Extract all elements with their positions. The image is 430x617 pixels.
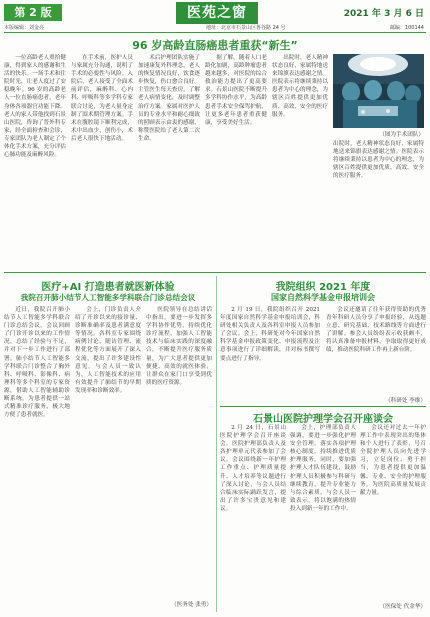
article3-subtitle: 国家自然科学基金申报培训会 — [271, 293, 375, 302]
article1-photo-caption: （图为手术团队） — [379, 132, 424, 138]
article1-col4 — [205, 54, 267, 270]
article3-title: 我院组织 2021 年度 — [275, 282, 371, 293]
article4-col1-text: 2 月 24 日，石景山医院护理学会召开座谈会，医院护理部负责人及各护理单元代表参加了会议。会议围绕新一年护理工作重点、护理质量提升、人才培养等议题进行了深入讨论，与会人员结合临床实际踊跃发言，提出了许多宝贵意见和建议。 — [220, 425, 286, 512]
article2-col3 — [146, 306, 212, 596]
article4-col3-text: 会议还对过去一年护理工作中表现突出的集体和个人进行了表彰，号召全院护理人员向先进学习，立足岗位、勇于担当，为患者提供更加温馨、专业、安全的护理服务，为医院高质量发展贡献力量。 — [360, 425, 426, 496]
article4-col2 — [290, 424, 356, 610]
article4-col2-text: 会上，护理部负责人强调，要进一步强化护理安全管理，落实各项护理核心制度，持续推进优质护理服务。同时，要加强护理人才队伍建设，鼓励护理人员积极参与科研与继续教育，提升专业能力与综合素质。与会人员一致表示，将以饱满的热情投入到新一年的工作中。 — [290, 425, 356, 512]
article1-col6 — [333, 140, 424, 268]
article1-col6-text: 出院时，老人精神状态良好，家属特地送来锦旗表达感谢之情。医院表示将继续秉持以患者为中心的理念，为辖区百姓提供更加优质、高效、安全的医疗服务。 — [333, 141, 424, 180]
article1-col1 — [4, 54, 66, 270]
surgery-photo — [333, 54, 424, 128]
article4-col3 — [360, 424, 426, 600]
editor-line: 本版编辑：刘金亮 — [4, 25, 45, 31]
article2-credit: （医务处 张勇） — [171, 602, 212, 608]
article1-col5 — [272, 54, 328, 270]
section-badge: 第 2 版 — [4, 4, 62, 21]
header-rule — [4, 32, 426, 33]
address-line: 地址：北京市石景山区鲁谷路 24 号 — [206, 25, 286, 31]
article2-col2 — [75, 306, 141, 606]
article1-col2 — [71, 54, 133, 270]
article2-subtitle: 我院召开肺小结节人工智能多学科联合门诊总结会议 — [20, 293, 196, 302]
article4-title: 石景山医院护理学会召开座谈会 — [253, 414, 393, 425]
article3-credit: （科研处 李维） — [385, 398, 426, 404]
section-rule-1 — [4, 272, 426, 273]
article2-col1 — [4, 306, 70, 606]
column-divider — [216, 276, 217, 612]
article1-col5-text: 出院时，老人精神状态良好，家属特地送来锦旗表达感谢之情。医院表示将继续秉持以患者为中心的理念，为辖区百姓提供更加优质、高效、安全的医疗服务。 — [272, 55, 328, 118]
article1-title: 96 岁高龄直肠癌患者重获“新生” — [132, 39, 298, 52]
article3-col2 — [326, 306, 426, 392]
article3-col2-text: 会议还邀请了往年获得资助的优秀青年科研人员分享了申报经验，从选题立意、研究基础、技术路线等方面进行了讲解。参会人员纷纷表示收获颇丰，将认真准备申报材料，争取取得更好成绩，推动医院科研工作再上新台阶。 — [326, 307, 426, 354]
article1-col3 — [138, 54, 200, 270]
surgery-photo-image — [333, 54, 424, 128]
article1-col1-text: 一位高龄老人重拾健康，得到家人的感谢和生活的快乐。一场手术和住院时光，让老人度过了安稳晚年。96 岁的高龄老人一位直肠癌患者，老年身体各项器官功能下降。老人的家人带他找到石景山医院，咨询了普外科专家，经全面检查和会诊，专家团队为老人制定了个体化手术方案，充分评估心肺功能及麻醉风险。 — [4, 55, 66, 159]
article1-col2-text: 在手术前，医护人员与家属充分沟通，说明了手术的必要性与风险。入院后，老人接受了全面术前评估，麻醉科、心内科、呼吸科等多学科专家联合讨论，为老人量身定制了围术期管理方案。手术在腹腔镜下顺利完成，术中出血少，创伤小，术后老人很快下地活动。 — [71, 55, 133, 142]
zipcode-line: 邮编：100144 — [389, 25, 424, 31]
article3-col1 — [220, 306, 320, 402]
issue-date: 2021 年 3 月 6 日 — [343, 9, 424, 19]
article2-col3-text: 医院领导在总结讲话中指出，要进一步发挥多学科协作优势，持续优化诊疗流程，加强人工智能技术与临床实践的深度融合，不断提升医疗服务质量，为广大患者提供更加便捷、高效的就医体验，让群众在家门口享受到优质的医疗资源。 — [146, 307, 212, 386]
article1-col3-text: 术后护理团队实施了加速康复外科理念，老人的恢复情况良好，饮食逐步恢复，伤口愈合良好。主管医生每天查房，了解老人病情变化，及时调整治疗方案。家属对医护人员的专业水平和耐心细致的照顾表示由衷的感谢，称赞医院给了老人第二次生命。 — [138, 55, 200, 142]
article4-credit: （医保处 代金华） — [379, 604, 426, 610]
article4-col1 — [220, 424, 286, 610]
article2-col1-text: 近日，我院召开肺小结节人工智能多学科联合门诊总结会议。会议回顾了门诊开诊以来的工作情况，总结了经验与不足，并对下一步工作进行了部署。肺小结节人工智能多学科联合门诊整合了胸外科、呼吸科、影像科、病理科等多个科室的专家资源，借助人工智能辅助诊断系统，为患者提供一站式精准诊疗服务，极大地方便了患者就医。 — [4, 307, 70, 419]
article2-title: 医疗+AI 打造患者就医新体验 — [41, 282, 175, 293]
masthead-title: 医苑之窗 — [176, 2, 258, 24]
article3-col1-text: 2 月 19 日，我院组织召开 2021 年度国家自然科学基金申报培训会，科研处相关负责人及各科室申报人员参加了会议。会上，科研处对今年国家自然科学基金申报政策变化、申报流程及注意事项进行了详细解读，并对标书撰写要点进行了指导。 — [220, 307, 320, 362]
page-header — [0, 0, 430, 34]
article1-col4-text: 据了解，随着人口老龄化加剧，高龄肿瘤患者越来越多，对医院的综合救治能力提出了更高要求。石景山医院不断提升多学科协作水平，为高龄患者手术安全保驾护航，让更多老年患者重获健康，享受美好生活。 — [205, 55, 267, 126]
article2-col2-text: 会上，门诊负责人介绍了开诊以来的接诊量、诊断准确率及患者满意度等情况。各科室专家围绕病例讨论、随访管理、流程优化等方面展开了深入交流，提出了许多建设性意见。与会人员一致认为，人工智能技术的应用有效提升了肺结节的早期发现率和诊断效率。 — [75, 307, 141, 394]
section-rule-2 — [220, 406, 426, 407]
